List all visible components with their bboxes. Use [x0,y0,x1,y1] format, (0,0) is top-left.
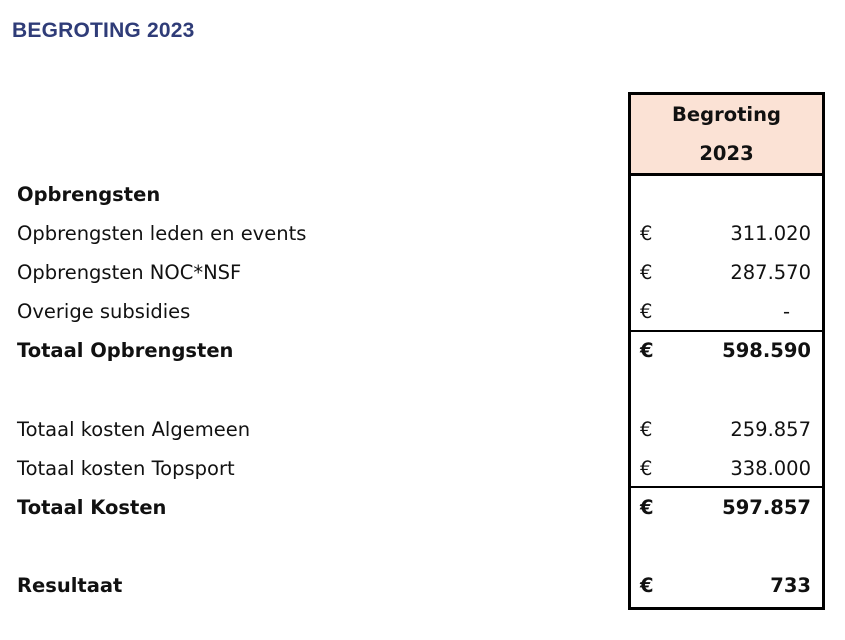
euro-sign: € [640,574,654,597]
row-label: Totaal Opbrengsten [17,339,234,362]
euro-sign: € [640,418,653,441]
header-year: 2023 [699,142,754,165]
row-amount: 733 [770,574,811,597]
row-amount: 311.020 [730,222,811,245]
row-label: Overige subsidies [17,300,191,323]
row-amount: 338.000 [730,457,811,480]
row-amount: 259.857 [730,418,811,441]
row-label: Totaal kosten Algemeen [17,418,251,441]
row-label: Opbrengsten leden en events [17,222,307,245]
row-label: Resultaat [17,574,123,597]
header-label: Begroting [672,103,781,126]
euro-sign: € [640,261,653,284]
budget-column-header [631,95,822,176]
row-amount: 287.570 [730,261,811,284]
result-row [0,566,845,605]
row-amount: 598.590 [722,339,811,362]
table-row [0,449,845,488]
table-row [0,214,845,253]
table-row [0,410,845,449]
section-heading-opbrengsten [0,175,845,214]
total-row-opbrengsten [0,331,845,370]
euro-sign: € [640,339,654,362]
row-label: Opbrengsten NOC*NSF [17,261,242,284]
row-label: Totaal kosten Topsport [17,457,235,480]
table-row [0,292,845,331]
euro-sign: € [640,300,653,323]
page-title: BEGROTING 2023 [12,19,195,42]
table-row [0,253,845,292]
row-label: Totaal Kosten [17,496,167,519]
euro-sign: € [640,457,653,480]
row-amount: - [782,300,790,323]
euro-sign: € [640,222,653,245]
row-amount: 597.857 [722,496,811,519]
row-label: Opbrengsten [17,183,161,206]
euro-sign: € [640,496,654,519]
total-row-kosten [0,488,845,527]
